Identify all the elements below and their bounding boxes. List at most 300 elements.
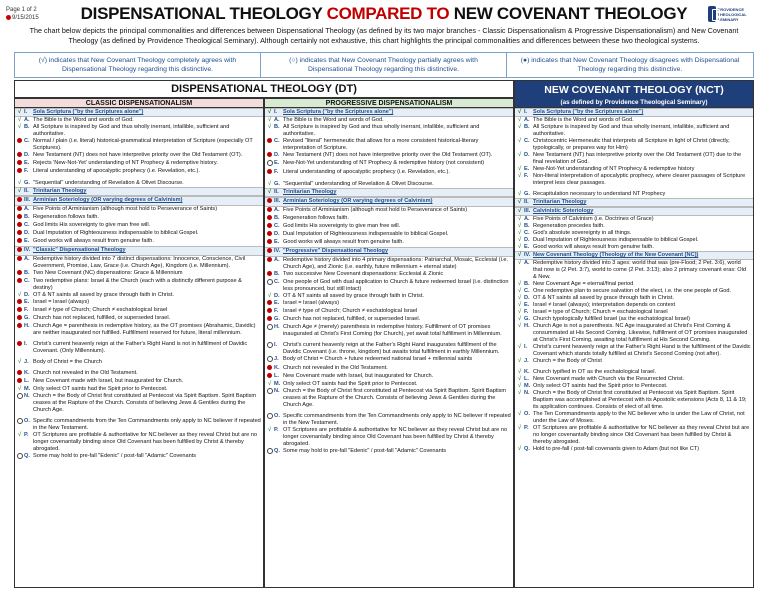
item-text: "Classic" Dispensational Theology (33, 247, 126, 253)
item-letter: D. (24, 230, 30, 236)
list-item (265, 169, 513, 177)
item-text: Church Age is not a parenthesis. NC Age inaugurated at Christ's First Coming & consummated at His Second Coming. Likewise, fulfillment of OT promises inaugurated at Christ's First Coming, awaiting total fulfillment at His Second Coming. (533, 323, 748, 343)
item-text: Calvinistic Soteriology (533, 208, 594, 214)
item-letter: I. (24, 341, 28, 347)
item-text: New Covenant made with Israel, but inaugurated for Church. (283, 373, 434, 379)
check-icon: √ (17, 117, 22, 123)
disagree-dot-icon (265, 138, 274, 152)
disagree-dot-icon (15, 247, 24, 255)
seminary-logo (708, 4, 760, 24)
check-icon: √ (517, 244, 522, 250)
item-text: Arminian Soteriology (OR varying degrees of Calvinism) (33, 197, 183, 203)
partial-circle-icon (15, 453, 24, 462)
list-item (265, 342, 513, 356)
disagree-dot-icon (265, 257, 274, 271)
legend (14, 52, 754, 78)
item-text: Two New Covenant (NC) dispensations: Grace & Millennium (33, 270, 183, 276)
check-icon: √ (17, 180, 22, 186)
disagree-dot-icon (265, 152, 274, 160)
item-letter: C. (274, 138, 280, 144)
nct-title: NEW COVENANT THEOLOGY (NCT) (544, 84, 724, 96)
list-item (265, 124, 513, 138)
item-text: Trinitarian Theology (533, 199, 587, 205)
item-letter: I. (524, 344, 528, 350)
item-text: One people of God with dual application to Church & future redeemed Israel (i.e. distinction less pronounced, but still intact) (283, 279, 509, 292)
item-text: "Sequential" understanding of Revelation & Olivet Discourse. (283, 181, 434, 187)
check-icon: √ (517, 425, 522, 431)
item-text: The Bible is the Word and words of God. (33, 117, 134, 123)
check-icon: √ (267, 181, 272, 187)
check-icon: √ (517, 138, 522, 144)
nct-subtitle: (as defined by Providence Theological Seminary) (560, 99, 708, 106)
list-item (515, 302, 753, 309)
item-text: Christ's current heavenly reign at the Father's Right Hand inaugurates fulfillment of the Davidic Covenant (i.e. throne, kingdom) but awaits total fulfillment in earthly Millennium. (283, 342, 500, 355)
section-row (265, 247, 513, 257)
disagree-dot-icon (265, 248, 274, 256)
item-text: The Bible is the Word and words of God. (533, 117, 634, 123)
item-letter: A. (274, 257, 280, 263)
item-letter: B. (24, 124, 30, 130)
item-letter: I. (524, 109, 528, 115)
check-icon: √ (17, 109, 22, 115)
item-text: Israel ≠ Israel (always); interpretation depends on context (533, 302, 676, 308)
list-item (265, 239, 513, 247)
item-letter: J. (274, 356, 279, 362)
list-item (515, 281, 753, 288)
disagree-dot-icon (15, 214, 24, 222)
list-item (265, 138, 513, 152)
item-letter: K. (274, 365, 280, 371)
item-letter: P. (524, 425, 529, 431)
item-letter: B. (274, 124, 280, 130)
partial-circle-icon (265, 356, 274, 365)
section-row (515, 251, 753, 260)
item-letter: IV. (24, 247, 31, 253)
list-item (515, 244, 753, 251)
list-item (265, 207, 513, 215)
list-item (15, 270, 263, 278)
list-item (15, 341, 263, 355)
section-row (515, 207, 753, 216)
item-letter: O. (274, 413, 280, 419)
list-item (265, 152, 513, 160)
disagree-dot-icon (15, 315, 24, 323)
item-text: Church not revealed in the Old Testament. (33, 370, 138, 376)
list-item (515, 166, 753, 173)
item-text: Trinitarian Theology (33, 188, 87, 194)
item-letter: Q. (274, 448, 280, 454)
check-icon: √ (517, 323, 522, 329)
list-item (15, 378, 263, 386)
item-text: Church = the Body of Christ (533, 358, 602, 364)
section-row (265, 197, 513, 207)
item-letter: G. (524, 316, 530, 322)
item-letter: E. (274, 239, 280, 245)
check-icon: √ (517, 358, 522, 364)
list-item (265, 160, 513, 169)
item-letter: M. (24, 386, 31, 392)
section-row (515, 108, 753, 117)
item-text: Sola Scriptura ("by the Scriptures alone") (283, 109, 394, 115)
check-icon: √ (17, 124, 22, 130)
item-letter: E. (274, 160, 280, 166)
title-dt: DISPENSATIONAL THEOLOGY (80, 4, 323, 23)
item-text: OT & NT saints all saved by grace through faith in Christ. (33, 292, 174, 298)
check-icon: √ (517, 344, 522, 350)
item-text: Specific commandments from the Ten Commandments only apply to NC believer if repeated in the New Testament. (283, 413, 511, 426)
item-letter: E. (24, 299, 30, 305)
disagree-dot-icon (265, 231, 274, 239)
list-item (515, 390, 753, 411)
item-letter: C. (24, 278, 30, 284)
list-item (515, 124, 753, 138)
disagree-dot-icon (265, 365, 274, 373)
disagree-dot-icon (15, 341, 24, 355)
item-text: Church = the Body of Christ first constituted at Pentecost via Spirit Baptism. Spirit Baptism ceases at the Rapture of the Church. Consists of believing Jews & Gentiles during the Church Age. (283, 388, 507, 408)
item-text: Church has not replaced, fulfilled, or superseded Israel. (33, 315, 171, 321)
item-letter: L. (524, 376, 529, 382)
item-text: Body of Christ = the Church (33, 359, 102, 365)
list-item (265, 257, 513, 271)
item-letter: A. (524, 216, 530, 222)
list-item (15, 180, 263, 187)
item-text: Specific commandments from the Ten Commandments only apply to NC believer if repeated in the New Testament. (33, 418, 261, 431)
intro-paragraph: The chart below depicts the principal commonalities and differences between Dispensational Theology (as defined by its two major branches - Classic Dispensationalism & Progressive Dispensationalism) and New Covenant Theology (as defined by Providence Theological Seminary). Although certainly not exhaustive, this chart highlights the principal commonalities and differences between these two theological systems. (29, 26, 739, 45)
list-item (15, 168, 263, 176)
check-icon: √ (267, 109, 272, 115)
item-letter: K. (524, 369, 530, 375)
item-letter: C. (274, 279, 280, 285)
list-item (515, 376, 753, 383)
list-item (15, 238, 263, 246)
list-item (265, 300, 513, 308)
item-text: Christ's current heavenly reign at the Father's Right Hand is the fulfillment of the Davidic Covenant which stands totally fulfilled at Christ's Second Coming (not after). (533, 344, 751, 357)
list-item (265, 279, 513, 293)
item-letter: A. (524, 117, 530, 123)
item-letter: C. (274, 223, 280, 229)
check-icon: √ (517, 260, 522, 266)
disagree-dot-icon (15, 256, 24, 270)
list-item (15, 214, 263, 222)
list-item (15, 453, 263, 462)
disagree-dot-icon (265, 300, 274, 308)
item-text: Sola Scriptura ("by the Scriptures alone") (33, 109, 144, 115)
item-letter: N. (274, 388, 280, 394)
item-text: New Testament (NT) has interpretive priority over the Old Testament (OT) due to the final revelation of God. (533, 152, 742, 165)
item-letter: K. (24, 370, 30, 376)
item-text: All Scripture is inspired by God and thus wholly inerrant, infallible, sufficient and authoritative. (533, 124, 730, 137)
disagree-dot-icon (265, 271, 274, 279)
disagree-dot-icon (15, 222, 24, 230)
item-letter: P. (24, 432, 29, 438)
item-letter: III. (524, 208, 531, 214)
item-text: New Covenant made with Israel, but inaugurated for Church. (33, 378, 184, 384)
disagree-dot-icon (15, 270, 24, 278)
item-text: New Covenant Theology (Theology of the New Covenant [NC]) (533, 252, 699, 258)
item-letter: G. (274, 316, 280, 322)
item-letter: C. (24, 222, 30, 228)
item-letter: II. (524, 199, 529, 205)
progressive-column (264, 108, 514, 588)
nct-header (514, 80, 754, 108)
disagree-dot-icon (265, 215, 274, 223)
check-icon: √ (17, 432, 22, 438)
item-text: New Covenant Age = eternal/final period (533, 281, 634, 287)
item-letter: F. (274, 308, 279, 314)
check-icon: √ (267, 381, 272, 387)
logo-text: PROVIDENCE THEOLOGICAL SEMINARY (717, 6, 747, 22)
item-text: All Scripture is inspired by God and thus wholly inerrant, infallible, sufficient and authoritative. (33, 124, 230, 137)
item-text: Church not revealed in the Old Testament. (283, 365, 388, 371)
item-text: Body of Christ = Church + future redeemed national Israel + millennial saints (283, 356, 473, 362)
disagree-dot-icon (15, 168, 24, 176)
item-text: Regeneration follows faith. (283, 215, 349, 221)
legend-disagree: (●) indicates that New Covenant Theology disagrees with Dispensational Theology regarding this distinctive. (520, 57, 740, 73)
item-text: Revised "literal" hermeneutic that allows for a more consistent historical-literary interpretation of Scripture. (283, 138, 479, 151)
section-row (15, 196, 263, 206)
list-item (265, 356, 513, 365)
dt-header: DISPENSATIONAL THEOLOGY (DT) (14, 80, 514, 98)
item-letter: F. (524, 309, 529, 315)
section-row (265, 108, 513, 117)
partial-circle-icon (15, 418, 24, 432)
item-letter: D. (524, 295, 530, 301)
item-text: The Ten Commandments apply to the NC believer who is under the Law of Christ, not under the Law of Moses. (533, 411, 745, 424)
item-letter: E. (24, 160, 30, 166)
item-text: Only select OT saints had the Spirit prior to Pentecost. (33, 386, 168, 392)
list-item (515, 316, 753, 323)
list-item (265, 231, 513, 239)
list-item (515, 223, 753, 230)
list-item (15, 359, 263, 366)
check-icon: √ (517, 383, 522, 389)
check-icon: √ (517, 411, 522, 417)
section-row (265, 188, 513, 197)
check-icon: √ (517, 117, 522, 123)
check-icon: √ (517, 230, 522, 236)
item-letter: E. (274, 300, 280, 306)
check-icon: √ (517, 376, 522, 382)
item-text: Dual Imputation of Righteousness indispensable to biblical Gospel. (533, 237, 699, 243)
disagree-dot-icon (265, 373, 274, 381)
item-letter: D. (24, 152, 30, 158)
check-icon: √ (267, 427, 272, 433)
item-text: Good works will always result from genuine faith. (33, 238, 154, 244)
disagree-dot-icon (15, 323, 24, 337)
nct-column (514, 108, 754, 588)
check-icon: √ (517, 302, 522, 308)
item-text: New Covenant made with Church via the Resurrected Christ. (533, 376, 685, 382)
item-text: Two successive New Covenant dispensations: Ecclesial & Zionic (283, 271, 444, 277)
classic-column (14, 108, 264, 588)
item-letter: C. (524, 138, 530, 144)
item-letter: H. (274, 324, 280, 330)
partial-circle-icon (265, 324, 274, 338)
item-letter: I. (24, 109, 28, 115)
item-text: Literal understanding of apocalyptic prophecy (i.e. Revelation, etc.). (283, 169, 450, 175)
list-item (515, 288, 753, 295)
item-text: OT Scriptures are profitable & authoritative for NC believer as they reveal Christ but are no longer covenantally binding since Old Covenant has been fulfilled by Christ & thereby abrogated. (283, 427, 508, 447)
item-text: Church = the Body of Christ first constituted at Pentecost via Spirit Baptism. Spirit Baptism was accomplished at Pentecost with its Apostolic extensions (Acts 8, 11 & 19; its application continues. Consists of elect of all time. (533, 390, 747, 410)
partial-circle-icon (265, 160, 274, 169)
list-item (515, 237, 753, 244)
list-item (515, 230, 753, 237)
item-text: Regeneration precedes faith. (533, 223, 605, 229)
list-item (515, 216, 753, 223)
item-letter: B. (24, 270, 30, 276)
item-letter: G. (24, 180, 30, 186)
item-text: Israel ≠ type of Church; Church ≠ eschatological Israel (33, 307, 168, 313)
item-text: OT & NT saints all saved by grace through faith in Christ. (283, 293, 424, 299)
disagree-dot-icon (15, 206, 24, 214)
list-item (515, 295, 753, 302)
list-item (515, 117, 753, 124)
item-text: Church Age = parenthesis in redemptive history, as the OT promises (Abrahamic, Davidic) are neither inaugurated nor fulfilled. Fulfillment reserved for future, literal millennium. (33, 323, 256, 336)
item-text: One redemptive plan to secure salvation of the elect, i.e. the one people of God. (533, 288, 732, 294)
item-text: Sola Scriptura ("by the Scriptures alone") (533, 109, 644, 115)
list-item (15, 117, 263, 124)
check-icon: √ (517, 173, 522, 179)
partial-circle-icon (265, 279, 274, 293)
list-item (15, 299, 263, 307)
list-item (15, 432, 263, 453)
list-item (265, 316, 513, 324)
item-letter: D. (524, 237, 530, 243)
item-letter: I. (274, 109, 278, 115)
item-text: Non-literal interpretation of apocalyptic prophecy, where clearer passages of Scripture interpret less clear passages. (533, 173, 746, 186)
item-text: OT Scriptures are profitable & authoritative for NC believer as they reveal Christ but are no longer covenantally binding since Old Covenant has been fulfilled by Christ & thereby abrogated. (533, 425, 750, 445)
item-text: God's absolute sovereignty in all things. (533, 230, 632, 236)
item-letter: Q. (24, 453, 30, 459)
item-text: Regeneration follows faith. (33, 214, 99, 220)
check-icon: √ (517, 199, 522, 205)
item-letter: P. (274, 427, 279, 433)
item-letter: E. (24, 238, 30, 244)
list-item (265, 413, 513, 427)
list-item (15, 418, 263, 432)
partial-circle-icon (265, 448, 274, 457)
disagree-dot-icon (15, 152, 24, 160)
list-item (515, 260, 753, 281)
check-icon: √ (267, 293, 272, 299)
list-item (265, 293, 513, 300)
list-item (515, 344, 753, 358)
item-letter: III. (274, 198, 281, 204)
list-item (265, 373, 513, 381)
disagree-dot-icon (15, 230, 24, 238)
disagree-dot-icon (265, 308, 274, 316)
item-text: OT Scriptures are profitable & authoritative for NC believer as they reveal Christ but are no longer covenantally binding since Old Covenant has been fulfilled by Christ & thereby abrogated. (33, 432, 258, 452)
item-text: Only select OT saints had the Spirit prior to Pentecost. (533, 383, 668, 389)
check-icon: √ (517, 369, 522, 375)
item-text: Israel ≠ type of Church; Church ≠ eschatological Israel (283, 308, 418, 314)
check-icon: √ (517, 309, 522, 315)
list-item (15, 230, 263, 238)
list-item (15, 323, 263, 337)
item-text: OT & NT saints all saved by grace through faith in Christ. (533, 295, 674, 301)
item-text: Dual Imputation of Righteousness indispensable to biblical Gospel. (283, 231, 449, 237)
item-letter: A. (24, 117, 30, 123)
check-icon: √ (517, 152, 522, 158)
item-text: Church has not replaced, fulfilled, or superseded Israel. (283, 316, 421, 322)
check-icon: √ (517, 191, 522, 197)
item-letter: G. (274, 181, 280, 187)
list-item (265, 427, 513, 448)
item-text: Five Points of Arminianism (although most hold to Perseverance of Saints) (33, 206, 218, 212)
item-letter: II. (274, 189, 279, 195)
title-compared: COMPARED TO (326, 4, 450, 23)
item-letter: B. (274, 215, 280, 221)
comparison-table (14, 80, 754, 588)
item-text: Good works will always result from genuine faith. (533, 244, 654, 250)
disagree-dot-icon (15, 238, 24, 246)
list-item (15, 222, 263, 230)
item-text: Five Points of Arminianism (although most hold to Perseverance of Saints) (283, 207, 468, 213)
partial-circle-icon (265, 388, 274, 409)
section-row (515, 198, 753, 207)
item-letter: F. (24, 307, 29, 313)
item-letter: A. (24, 206, 30, 212)
item-text: God limits His sovereignty to give man free will. (283, 223, 401, 229)
disagree-dot-icon (265, 207, 274, 215)
check-icon: √ (517, 208, 522, 214)
item-text: Dual Imputation of Righteousness indispensable to biblical Gospel. (33, 230, 199, 236)
item-text: Normal / plain (i.e. literal) historical-grammatical interpretation of Scripture (especially OT Scriptures). (33, 138, 253, 151)
item-letter: O. (24, 418, 30, 424)
list-item (15, 206, 263, 214)
item-letter: D. (274, 152, 280, 158)
list-item (265, 324, 513, 338)
item-letter: M. (524, 383, 531, 389)
list-item (15, 278, 263, 292)
item-letter: B. (524, 281, 530, 287)
list-item (515, 411, 753, 425)
item-letter: D. (274, 231, 280, 237)
check-icon: √ (517, 237, 522, 243)
item-letter: N. (524, 390, 530, 396)
legend-agree: (√) indicates that New Covenant Theology completely agrees with Dispensational Theology regarding this distinctive. (15, 53, 261, 77)
item-letter: G. (24, 315, 30, 321)
item-text: God limits His sovereignty to give man free will. (33, 222, 151, 228)
list-item (265, 365, 513, 373)
item-text: Trinitarian Theology (283, 189, 337, 195)
item-letter: H. (24, 323, 30, 329)
item-text: All Scripture is inspired by God and thus wholly inerrant, infallible, sufficient and authoritative. (283, 124, 480, 137)
item-letter: L. (274, 373, 279, 379)
check-icon: √ (517, 109, 522, 115)
section-row (15, 187, 263, 196)
item-letter: B. (24, 214, 30, 220)
item-letter: A. (24, 256, 30, 262)
list-item (15, 292, 263, 299)
item-letter: J. (24, 359, 29, 365)
check-icon: √ (517, 124, 522, 130)
item-text: Some may hold to pre-fall "Edenic" / post-fall "Adamic" Covenants (283, 448, 447, 454)
list-item (515, 309, 753, 316)
item-letter: IV. (274, 248, 281, 254)
list-item (15, 124, 263, 138)
item-text: The Bible is the Word and words of God. (283, 117, 384, 123)
item-letter: I. (274, 342, 278, 348)
item-letter: N. (24, 393, 30, 399)
list-item (265, 308, 513, 316)
item-text: Church Age ≠ (merely) parenthesis in redemptive history. Fulfillment of OT promises inaugurated at Christ's First Coming (for Church), yet await total fulfillment in Millennium. (283, 324, 502, 337)
list-item (15, 160, 263, 168)
check-icon: √ (267, 124, 272, 130)
list-item (265, 448, 513, 457)
list-item (515, 191, 753, 198)
check-icon: √ (17, 292, 22, 298)
